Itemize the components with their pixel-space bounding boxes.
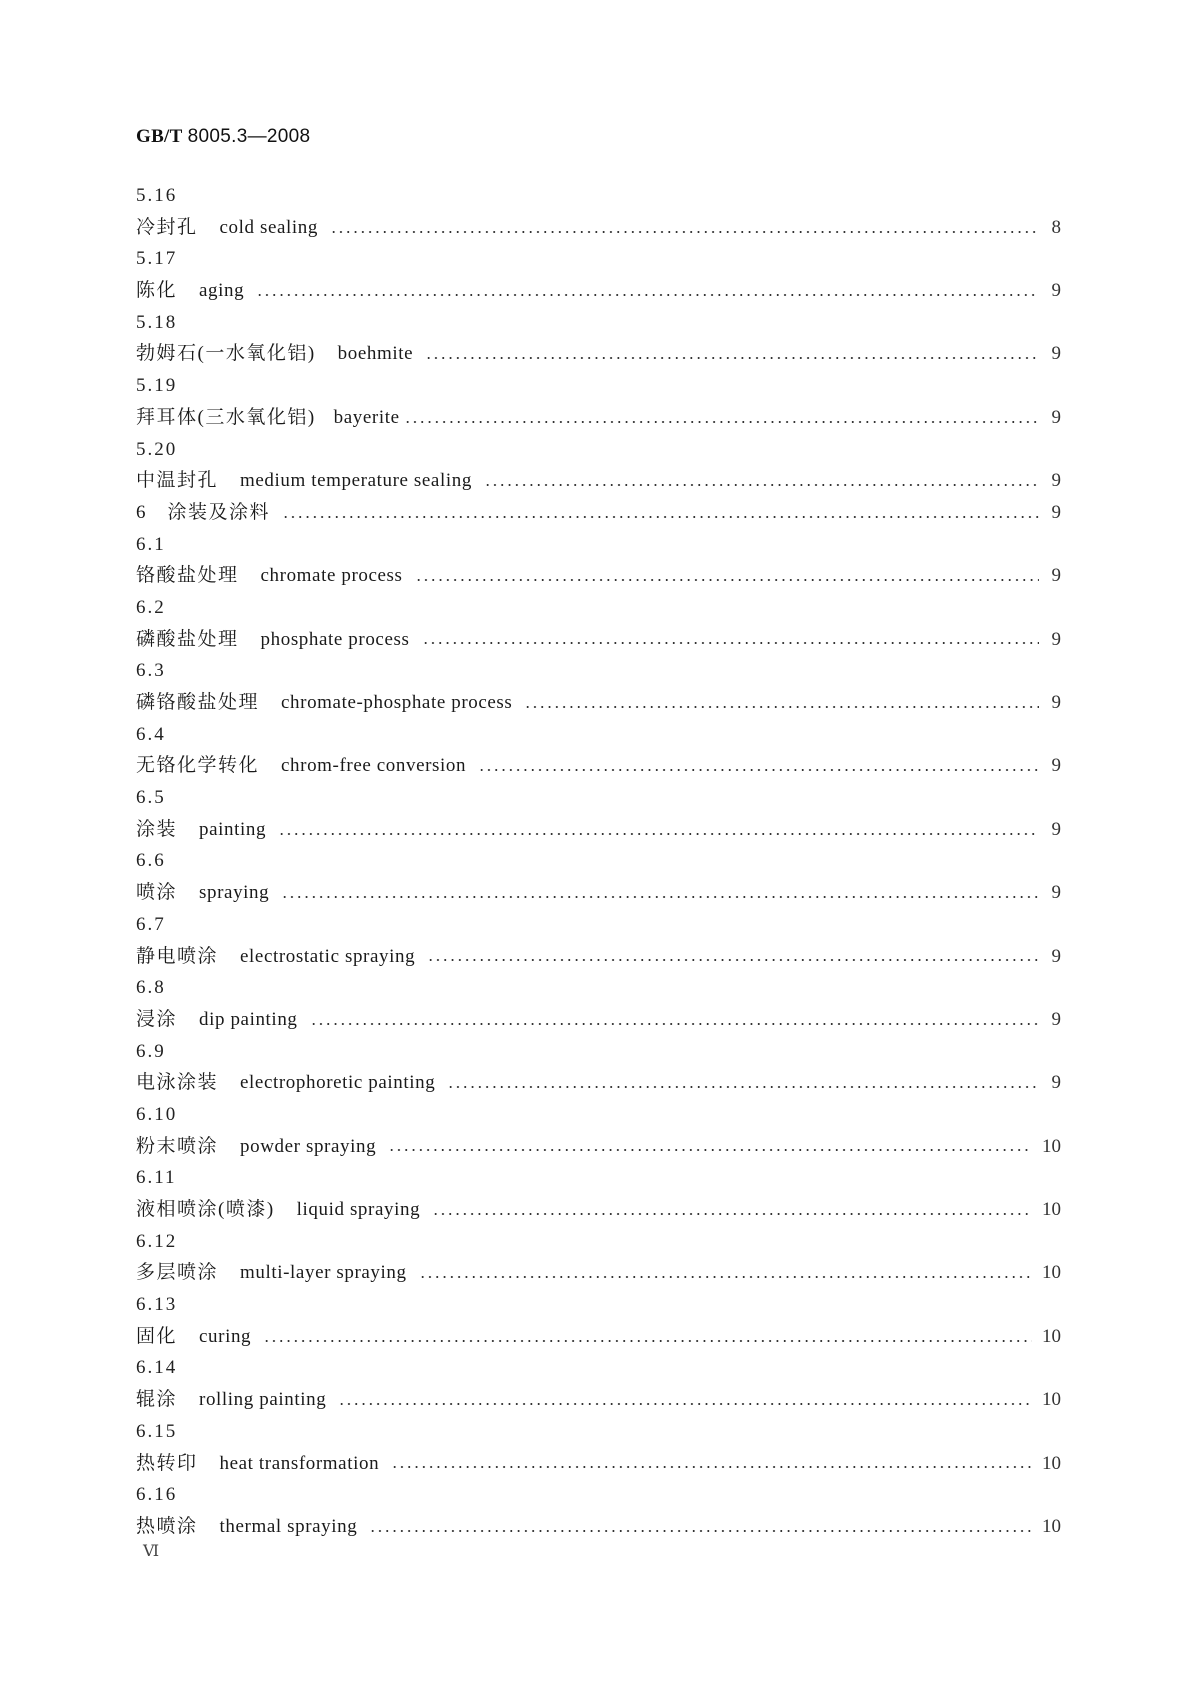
toc-entry[interactable]	[136, 338, 1061, 370]
toc-page-number: 10	[1042, 1515, 1061, 1537]
toc-term-en: heat transformation	[219, 1452, 380, 1474]
toc-section-title: 6 涂装及涂料	[136, 501, 271, 523]
toc-term-en: dip painting	[199, 1008, 298, 1030]
toc-term-zh: 无铬化学转化	[136, 755, 260, 777]
dot-leader	[282, 516, 1039, 518]
toc-entry[interactable]	[136, 750, 1061, 782]
toc-page-number: 9	[1051, 280, 1061, 302]
toc-page-number: 9	[1051, 755, 1061, 777]
toc-page-number: 10	[1042, 1135, 1061, 1157]
toc-page-number: 9	[1051, 692, 1061, 713]
toc-item-number: 6.3	[136, 660, 166, 682]
dot-leader	[338, 1403, 1032, 1405]
toc-term-en: painting	[199, 818, 267, 840]
toc-page-number: 9	[1051, 882, 1061, 904]
toc-term-zh: 勃姆石(一水氧化铝)	[136, 343, 316, 365]
toc-term-en: liquid spraying	[296, 1199, 421, 1220]
toc-item-number: 6.2	[136, 596, 166, 618]
toc-page-number: 9	[1051, 501, 1061, 523]
toc-term-en: multi-layer spraying	[240, 1262, 407, 1284]
toc-term-zh: 铬酸盐处理	[136, 565, 239, 587]
toc-term-en: curing	[199, 1325, 252, 1347]
toc-item-number: 6.13	[136, 1294, 178, 1316]
toc-entry[interactable]	[136, 1004, 1061, 1036]
toc-entry[interactable]	[136, 275, 1061, 307]
dot-leader	[278, 833, 1039, 835]
toc-page-number: 9	[1051, 1008, 1061, 1030]
dot-leader	[256, 294, 1039, 296]
toc-item-number: 6.6	[136, 850, 166, 872]
toc-entry[interactable]	[136, 1511, 1061, 1543]
toc-term-en: phosphate process	[260, 628, 410, 650]
dot-leader	[415, 579, 1039, 581]
toc-term-zh: 冷封孔	[136, 216, 198, 238]
toc-entry[interactable]	[136, 941, 1061, 973]
toc-page-number: 9	[1051, 628, 1061, 650]
toc-page-number: 9	[1051, 1072, 1061, 1094]
dot-leader	[425, 357, 1039, 359]
toc-term-zh: 喷涂	[136, 882, 178, 904]
toc-page-number: 8	[1051, 216, 1061, 238]
toc-term-en: chromate-phosphate process	[281, 692, 513, 713]
toc-item-number: 6.9	[136, 1040, 166, 1062]
toc-page-number: 9	[1051, 343, 1061, 365]
toc-entry[interactable]	[136, 1384, 1061, 1416]
toc-term-zh: 热转印	[136, 1452, 198, 1474]
dot-leader	[432, 1213, 1032, 1215]
toc-item-number: 5.19	[136, 375, 178, 397]
toc-term-en: thermal spraying	[219, 1515, 358, 1537]
toc-term-en: electrophoretic painting	[240, 1072, 436, 1094]
dot-leader	[484, 484, 1039, 486]
toc-page-number: 9	[1051, 406, 1061, 428]
dot-leader	[427, 959, 1039, 961]
standard-number: 8005.3—2008	[187, 126, 311, 147]
toc-page-number: 9	[1051, 818, 1061, 840]
toc-item-number: 6.15	[136, 1420, 178, 1442]
toc-entry[interactable]	[136, 1194, 1061, 1226]
toc-entry[interactable]	[136, 560, 1061, 592]
toc-entry[interactable]	[136, 1131, 1061, 1163]
toc-term-en: medium temperature sealing	[240, 470, 472, 492]
toc-term-zh: 静电喷涂	[136, 945, 219, 967]
toc-page-number: 10	[1042, 1325, 1061, 1347]
toc-item-number: 5.17	[136, 248, 178, 270]
toc-item-number: 6.12	[136, 1230, 178, 1252]
toc-item-number: 6.16	[136, 1484, 178, 1506]
toc-term-en: boehmite	[337, 343, 414, 365]
dot-leader	[404, 421, 1039, 423]
standard-header	[136, 126, 310, 148]
toc-term-zh: 陈化	[136, 280, 178, 302]
toc-term-en: rolling painting	[199, 1389, 327, 1411]
dot-leader	[524, 706, 1039, 708]
toc-entry[interactable]	[136, 212, 1061, 244]
dot-leader	[388, 1149, 1032, 1151]
toc-term-en: chrom-free conversion	[281, 755, 467, 777]
toc-item-number: 6.8	[136, 977, 166, 999]
toc-entry[interactable]	[136, 624, 1061, 656]
toc-entry[interactable]	[136, 1257, 1061, 1289]
toc-entry[interactable]	[136, 877, 1061, 909]
toc-term-zh: 拜耳体(三水氧化铝)	[136, 406, 316, 428]
dot-leader	[422, 642, 1040, 644]
toc-page-number: 10	[1042, 1452, 1061, 1474]
toc-item-number: 6.14	[136, 1357, 178, 1379]
dot-leader	[391, 1466, 1032, 1468]
toc-page-number: 9	[1051, 945, 1061, 967]
toc-term-en: aging	[199, 280, 245, 302]
toc-section-heading[interactable]	[136, 497, 1061, 529]
toc-term-en: chromate process	[260, 565, 403, 587]
toc-term-en: cold sealing	[219, 216, 318, 238]
toc-term-zh: 液相喷涂(喷漆)	[136, 1199, 275, 1220]
toc-term-zh: 磷铬酸盐处理	[136, 692, 260, 713]
toc-term-zh: 中温封孔	[136, 470, 219, 492]
toc-term-en: spraying	[199, 882, 270, 904]
toc-item-number: 5.18	[136, 311, 178, 333]
dot-leader	[369, 1530, 1032, 1532]
toc-item-number: 6.5	[136, 787, 166, 809]
toc-term-zh: 磷酸盐处理	[136, 628, 239, 650]
toc-entry[interactable]	[136, 814, 1061, 846]
dot-leader	[330, 231, 1039, 233]
toc-item-number: 6.7	[136, 913, 166, 935]
dot-leader	[419, 1276, 1032, 1278]
toc-page-number: 9	[1051, 565, 1061, 587]
toc-entry[interactable]	[136, 402, 1061, 434]
toc-term-zh: 热喷涂	[136, 1515, 198, 1537]
toc-page-number: 10	[1042, 1262, 1061, 1284]
toc-item-number: 5.20	[136, 438, 178, 460]
toc-entry[interactable]	[136, 1067, 1061, 1099]
toc-term-zh: 辊涂	[136, 1389, 178, 1411]
page-footer-label: Ⅵ	[143, 1543, 160, 1560]
dot-leader	[310, 1023, 1039, 1025]
dot-leader	[263, 1340, 1032, 1342]
toc-item-number: 6.11	[136, 1167, 177, 1189]
toc-term-zh: 浸涂	[136, 1008, 178, 1030]
toc-entry[interactable]	[136, 1321, 1061, 1353]
toc-item-number: 6.1	[136, 533, 166, 555]
dot-leader	[447, 1086, 1039, 1088]
toc-term-en: powder spraying	[240, 1135, 377, 1157]
table-of-contents	[136, 180, 1061, 1543]
toc-term-zh: 固化	[136, 1325, 178, 1347]
toc-item-number: 6.4	[136, 723, 166, 745]
dot-leader	[478, 769, 1039, 771]
toc-entry[interactable]	[136, 687, 1061, 719]
toc-item-number: 6.10	[136, 1103, 178, 1125]
dot-leader	[281, 896, 1039, 898]
toc-term-en: bayerite	[333, 406, 400, 428]
toc-page-number: 9	[1051, 470, 1061, 492]
toc-term-zh: 多层喷涂	[136, 1262, 219, 1284]
toc-term-en: electrostatic spraying	[240, 945, 416, 967]
toc-term-zh: 涂装	[136, 818, 178, 840]
toc-page-number: 10	[1042, 1199, 1061, 1220]
toc-entry[interactable]	[136, 465, 1061, 497]
toc-page-number: 10	[1042, 1389, 1061, 1411]
toc-term-zh: 粉末喷涂	[136, 1135, 219, 1157]
standard-code: GB/T	[136, 126, 183, 147]
toc-term-zh: 电泳涂装	[136, 1072, 219, 1094]
toc-entry[interactable]	[136, 1448, 1061, 1480]
toc-item-number: 5.16	[136, 185, 178, 206]
